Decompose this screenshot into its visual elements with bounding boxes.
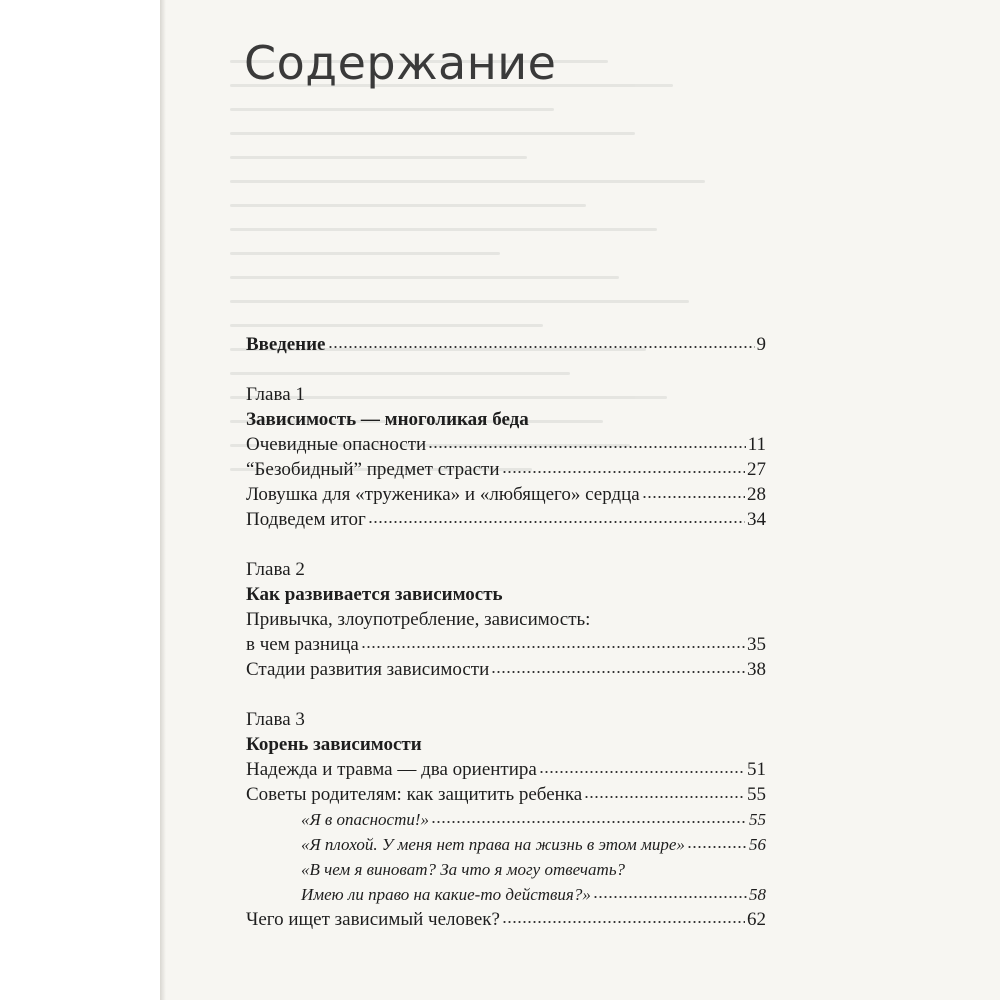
chapter-title[interactable]: Как развивается зависимость (246, 584, 503, 605)
toc-entry-page: 11 (747, 434, 766, 455)
toc-entry-title: Стадии развития зависимости (246, 659, 490, 680)
toc-entry[interactable] (246, 657, 766, 682)
chapter-label: Глава 2 (246, 559, 305, 580)
dot-leader (539, 758, 745, 776)
toc-entry-page: 55 (747, 784, 766, 805)
toc-entry-page: 27 (747, 459, 766, 480)
dot-leader (328, 333, 755, 351)
toc-entry[interactable] (246, 757, 766, 782)
toc-entry[interactable] (246, 632, 766, 657)
dot-leader (502, 458, 745, 476)
toc-entry-title-line1[interactable]: Привычка, злоупотребление, зависимость: (246, 609, 591, 630)
chapter-title[interactable]: Зависимость — многоликая беда (246, 409, 529, 430)
toc-entry-title: Чего ищет зависимый человек? (246, 909, 500, 930)
toc-subentry[interactable] (246, 882, 766, 907)
page-title: Содержание (244, 36, 557, 90)
page-edge-shadow (160, 0, 166, 1000)
dot-leader (687, 833, 747, 851)
chapter-label: Глава 3 (246, 709, 305, 730)
table-of-contents (246, 332, 766, 932)
dot-leader (431, 808, 747, 826)
dot-leader (642, 483, 745, 501)
toc-entry-page: 9 (756, 334, 766, 355)
toc-entry-intro[interactable] (246, 332, 766, 357)
toc-entry[interactable] (246, 482, 766, 507)
toc-entry-title: Очевидные опасности (246, 434, 427, 455)
toc-entry-page: 28 (747, 484, 766, 505)
toc-subentry-title-line1[interactable]: «В чем я виноват? За что я могу отвечать? (301, 860, 626, 879)
toc-subentry-title: «Я плохой. У меня нет права на жизнь в этом мире» (301, 835, 685, 854)
toc-entry-title: Советы родителям: как защитить ребенка (246, 784, 583, 805)
dot-leader (584, 783, 745, 801)
toc-entry-title: Введение (246, 334, 326, 355)
toc-subentry-page: 55 (749, 810, 766, 829)
toc-entry[interactable] (246, 432, 766, 457)
toc-entry[interactable] (246, 507, 766, 532)
dot-leader (361, 633, 745, 651)
toc-entry[interactable] (246, 782, 766, 807)
toc-entry-page: 34 (747, 509, 766, 530)
chapter-title[interactable]: Корень зависимости (246, 734, 422, 755)
toc-entry-page: 38 (747, 659, 766, 680)
toc-subentry-page: 58 (749, 885, 766, 904)
toc-subentry-title: Имею ли право на какие-то действия?» (301, 885, 591, 904)
toc-subentry-page: 56 (749, 835, 766, 854)
dot-leader (593, 883, 747, 901)
toc-entry[interactable] (246, 457, 766, 482)
toc-entry-title: Надежда и травма — два ориентира (246, 759, 537, 780)
dot-leader (502, 908, 745, 926)
toc-entry-page: 62 (747, 909, 766, 930)
dot-leader (491, 658, 745, 676)
toc-subentry[interactable] (246, 832, 766, 857)
toc-entry[interactable] (246, 907, 766, 932)
dot-leader (368, 508, 745, 526)
toc-entry-title: в чем разница (246, 634, 359, 655)
toc-entry-page: 51 (747, 759, 766, 780)
dot-leader (428, 433, 745, 451)
toc-entry-title: Ловушка для «труженика» и «любящего» сердца (246, 484, 640, 505)
toc-entry-page: 35 (747, 634, 766, 655)
toc-entry-title: “Безобидный” предмет страсти (246, 459, 500, 480)
toc-subentry-title: «Я в опасности!» (301, 810, 430, 829)
toc-entry-title: Подведем итог (246, 509, 366, 530)
toc-subentry[interactable] (246, 807, 766, 832)
chapter-label: Глава 1 (246, 384, 305, 405)
